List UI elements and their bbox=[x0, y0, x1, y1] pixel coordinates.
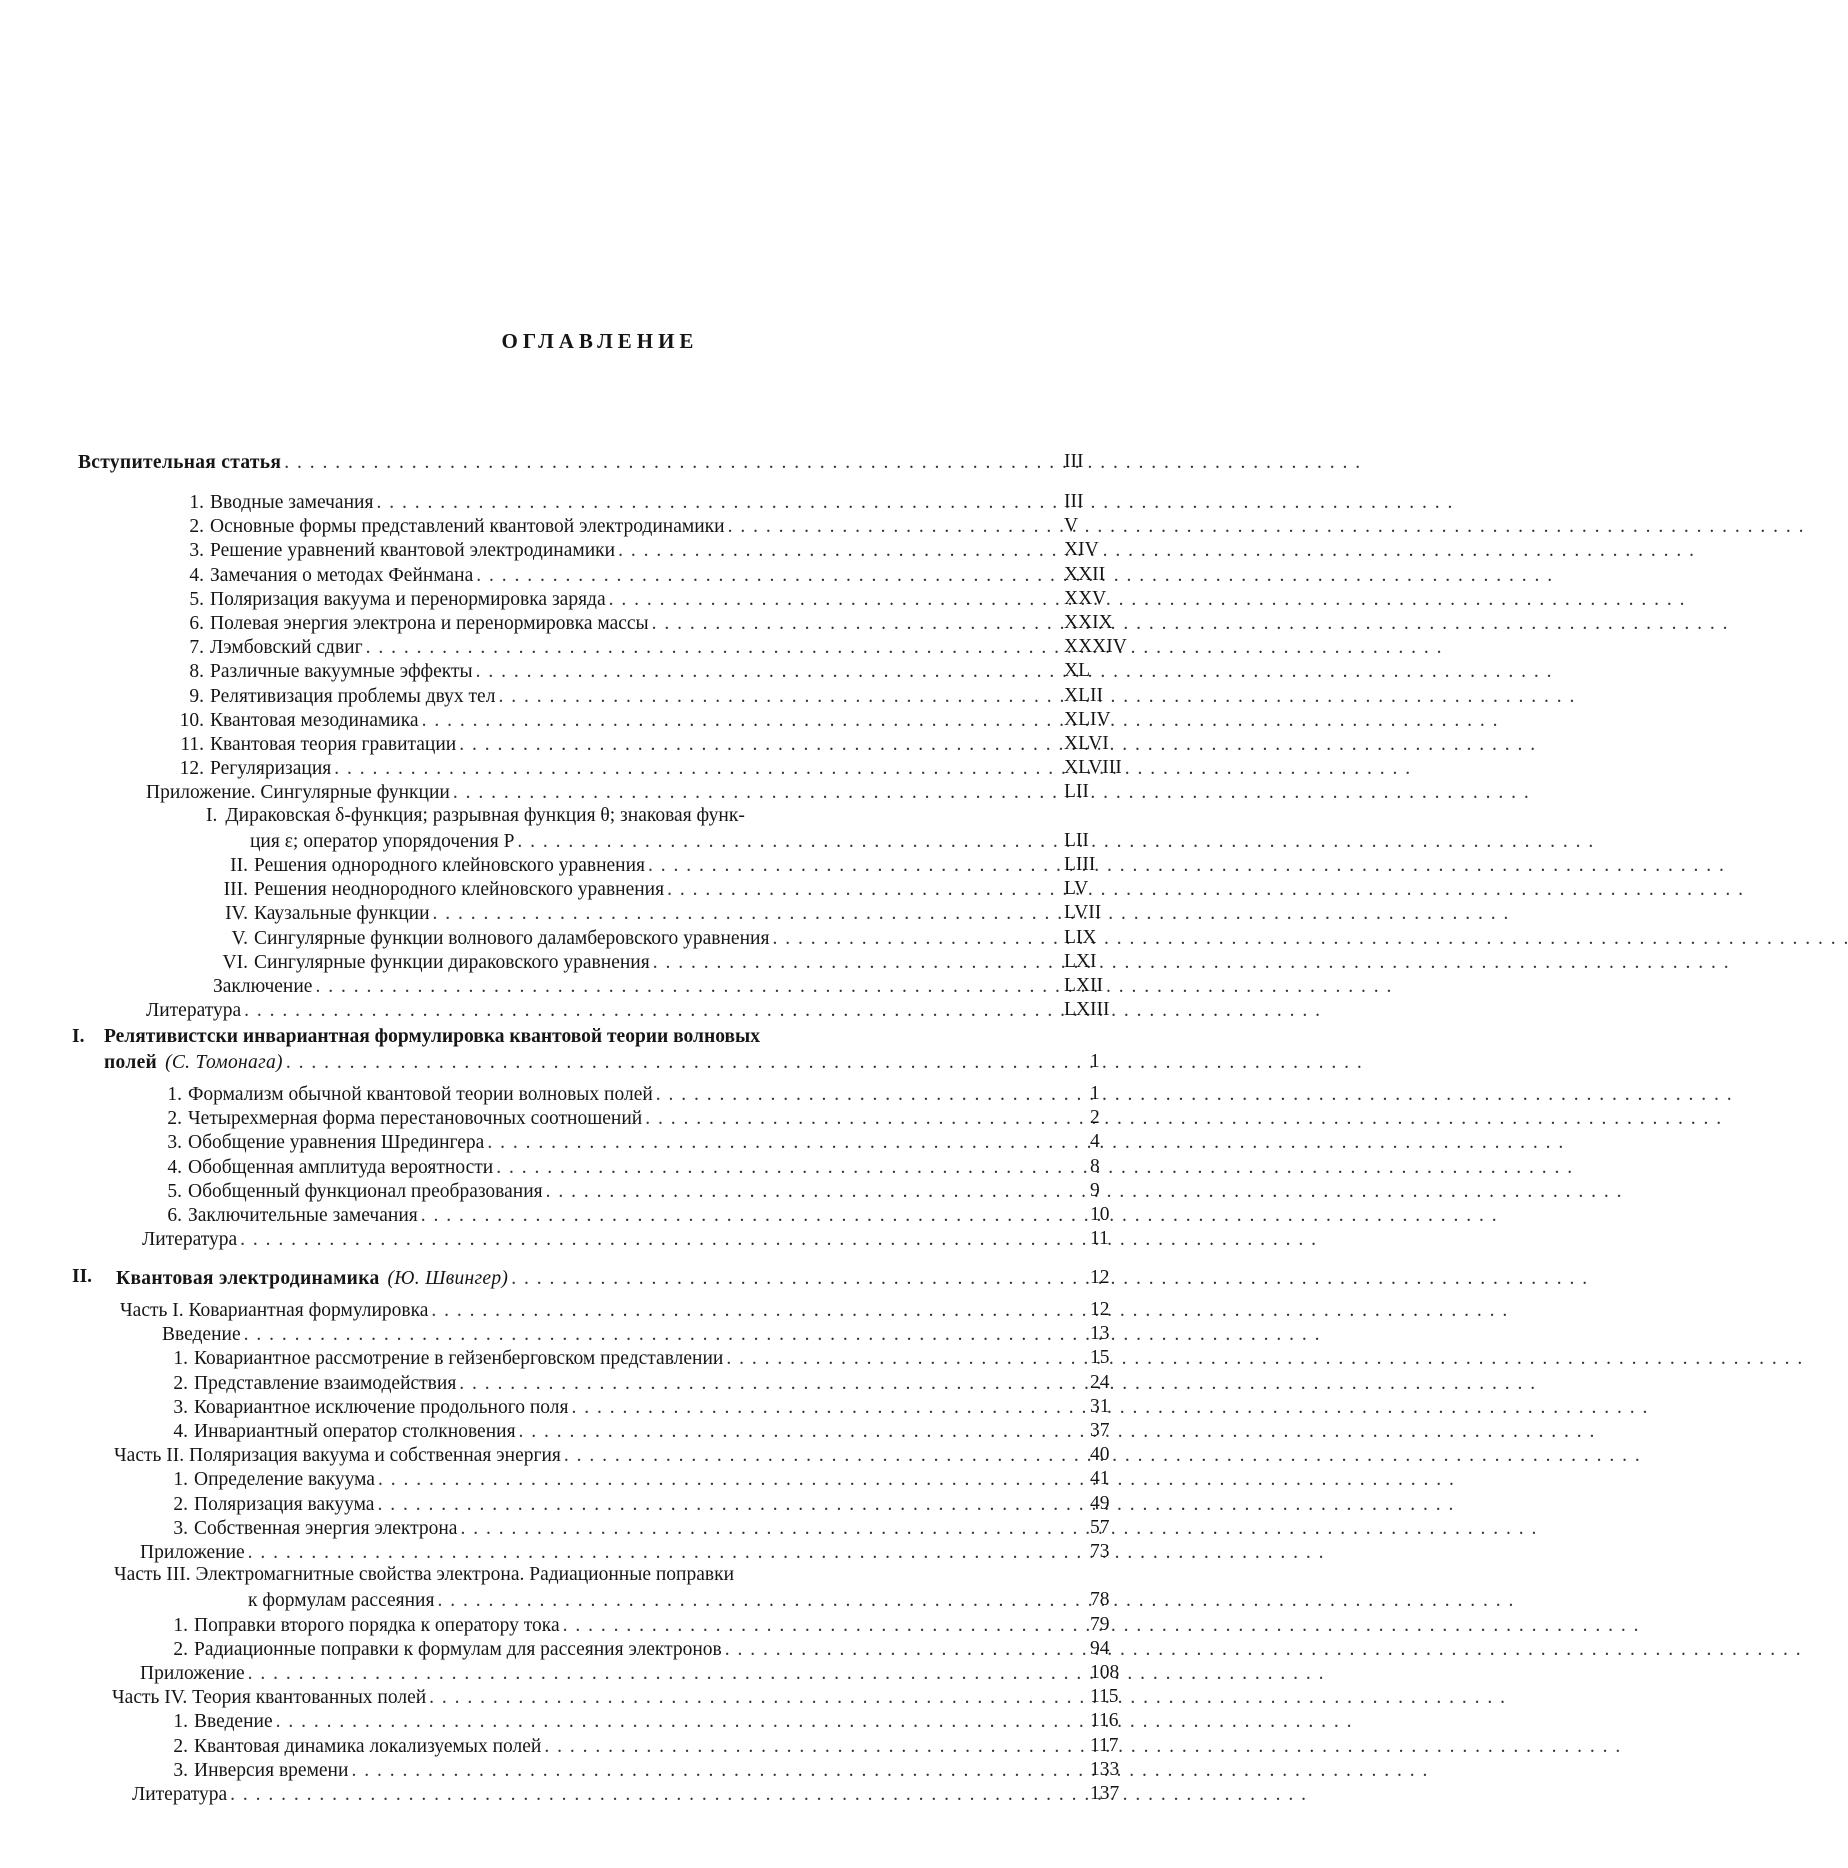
leader-dots bbox=[366, 637, 1052, 659]
page-number: LXI bbox=[1064, 950, 1097, 972]
entry-title: Литература bbox=[132, 1784, 228, 1805]
entry-number: V. bbox=[231, 927, 248, 949]
page-number: LIII bbox=[1064, 854, 1096, 875]
entry-number: IV. bbox=[225, 903, 248, 925]
leader-dots bbox=[652, 613, 1052, 635]
toc-entry[interactable] bbox=[152, 1179, 1052, 1203]
page-number: XLII bbox=[1064, 684, 1103, 706]
conclusion-entry[interactable] bbox=[213, 974, 1052, 998]
entry-title-continuation: Часть III. Электромагнитные свойства электрона. Радиационные поправки bbox=[114, 1564, 735, 1586]
appendix-entry[interactable] bbox=[140, 1540, 1052, 1564]
toc-entry[interactable] bbox=[160, 1613, 1052, 1637]
entry-title: Обобщенный функционал преобразования bbox=[188, 1180, 543, 1202]
entry-title: Решения неоднородного клейновского уравнения bbox=[254, 879, 665, 901]
toc-entry[interactable] bbox=[160, 1637, 1052, 1661]
entry-title: Собственная энергия электрона bbox=[194, 1517, 458, 1539]
leader-dots bbox=[772, 928, 1052, 950]
entry-number: 4. bbox=[173, 1421, 188, 1442]
entry-number: 6. bbox=[167, 1205, 182, 1226]
leader-dots bbox=[728, 516, 1052, 538]
entry-title: Часть II. Поляризация вакуума и собственная энергия bbox=[114, 1445, 561, 1467]
entry-title: Заключительные замечания bbox=[188, 1205, 418, 1226]
leader-dots bbox=[276, 1711, 1052, 1733]
leader-dots bbox=[519, 1421, 1052, 1443]
leader-dots bbox=[230, 1784, 1052, 1806]
leader-dots bbox=[645, 1108, 1052, 1130]
toc-entry[interactable] bbox=[162, 708, 1052, 732]
entry-title: Радиационные поправки к формулам для рассеяния электронов bbox=[194, 1638, 722, 1660]
page-number: 24 bbox=[1090, 1371, 1110, 1393]
toc-entry[interactable] bbox=[152, 1082, 1052, 1106]
appendix-item[interactable] bbox=[196, 877, 1052, 901]
entry-number: 8. bbox=[189, 661, 204, 683]
entry-title: Представление взаимодействия bbox=[194, 1372, 457, 1394]
entry-title: Введение bbox=[162, 1324, 241, 1346]
literature-entry[interactable] bbox=[132, 1782, 1052, 1806]
leader-dots bbox=[653, 952, 1052, 974]
page-number: III bbox=[1064, 491, 1084, 512]
toc-entry[interactable] bbox=[162, 514, 1052, 538]
entry-number: 2. bbox=[173, 1493, 188, 1515]
appendix-item-continuation[interactable] bbox=[250, 829, 1052, 853]
entry-title: Вступительная статья bbox=[78, 452, 282, 473]
entry-author: (Ю. Швингер) bbox=[387, 1268, 509, 1289]
toc-entry[interactable] bbox=[162, 538, 1052, 562]
entry-title: Часть IV. Теория квантованных полей bbox=[112, 1687, 427, 1709]
part-entry[interactable] bbox=[112, 1685, 1052, 1709]
entry-number: 1. bbox=[189, 492, 204, 513]
leader-dots bbox=[460, 1518, 1052, 1540]
entry-title: Ковариантное исключение продольного поля bbox=[194, 1396, 569, 1418]
page-number: LXII bbox=[1064, 975, 1103, 996]
section-heading-part1[interactable] bbox=[104, 1050, 1052, 1074]
leader-dots bbox=[422, 710, 1052, 732]
entry-number: 1. bbox=[173, 1469, 188, 1491]
toc-entry[interactable] bbox=[160, 1371, 1052, 1395]
page-number: 15 bbox=[1090, 1347, 1110, 1369]
leader-dots bbox=[648, 855, 1052, 877]
leader-dots bbox=[476, 661, 1052, 683]
intro-entry[interactable] bbox=[162, 1322, 1052, 1346]
page-number: XXXIV bbox=[1064, 636, 1127, 658]
leader-dots bbox=[498, 686, 1052, 708]
toc-entry[interactable] bbox=[160, 1492, 1052, 1516]
entry-title: Сингулярные функции дираковского уравнения bbox=[254, 951, 650, 973]
entry-title: Квантовая мезодинамика bbox=[210, 709, 419, 731]
appendix-item[interactable] bbox=[196, 926, 1052, 950]
page-number: V bbox=[1064, 515, 1079, 537]
page-number: 2 bbox=[1090, 1107, 1100, 1129]
page-number: XLIV bbox=[1064, 708, 1111, 730]
toc-entry[interactable] bbox=[162, 684, 1052, 708]
entry-number: III. bbox=[223, 879, 248, 901]
entry-title: Литература bbox=[142, 1229, 238, 1251]
page-number: LV bbox=[1064, 878, 1089, 900]
entry-number: 1. bbox=[173, 1348, 188, 1370]
section-heading-part2[interactable] bbox=[116, 1266, 1052, 1290]
leader-dots bbox=[618, 540, 1052, 562]
toc-entry[interactable] bbox=[152, 1106, 1052, 1130]
entry-title: Квантовая динамика локализуемых полей bbox=[194, 1735, 542, 1757]
entry-title: к формулам рассеяния bbox=[248, 1590, 435, 1612]
entry-title: Вводные замечания bbox=[210, 492, 374, 513]
page-number: LIX bbox=[1064, 926, 1097, 948]
entry-number: 3. bbox=[173, 1396, 188, 1418]
page-number: 73 bbox=[1090, 1541, 1110, 1562]
entry-title: Основные формы представлений квантовой электродинамики bbox=[210, 516, 725, 538]
leader-dots bbox=[315, 976, 1052, 998]
entry-title: Замечания о методах Фейнмана bbox=[210, 564, 474, 586]
page-number: 31 bbox=[1090, 1395, 1110, 1417]
entry-number: 4. bbox=[167, 1156, 182, 1178]
entry-title: Каузальные функции bbox=[254, 903, 430, 925]
toc-entry[interactable] bbox=[162, 635, 1052, 659]
toc-entry[interactable] bbox=[160, 1734, 1052, 1758]
leader-dots bbox=[244, 1324, 1052, 1346]
leader-dots bbox=[511, 1268, 1052, 1290]
page-number: 117 bbox=[1090, 1734, 1119, 1756]
entry-title: Ковариантное рассмотрение в гейзенберговском представлении bbox=[194, 1348, 724, 1370]
entry-title: Квантовая теория гравитации bbox=[210, 734, 457, 755]
leader-dots bbox=[334, 758, 1052, 780]
page-number: 4 bbox=[1090, 1131, 1100, 1153]
toc-entry[interactable] bbox=[162, 563, 1052, 587]
entry-title: Решения однородного клейновского уравнения bbox=[254, 855, 645, 876]
page-number: 137 bbox=[1090, 1783, 1120, 1804]
leader-dots bbox=[284, 452, 1052, 474]
leader-dots bbox=[459, 734, 1052, 756]
page-number: 78 bbox=[1090, 1589, 1110, 1611]
page-number: 79 bbox=[1090, 1613, 1110, 1635]
page-number: 108 bbox=[1090, 1662, 1120, 1683]
leader-dots bbox=[376, 492, 1052, 514]
page-number: 12 bbox=[1090, 1267, 1110, 1288]
page-number: LII bbox=[1064, 829, 1089, 851]
toc-entry[interactable] bbox=[160, 1346, 1052, 1370]
entry-title: Сингулярные функции волнового даламберовского уравнения bbox=[254, 927, 770, 949]
page-number: 1 bbox=[1090, 1051, 1100, 1072]
entry-title: Релятивизация проблемы двух тел bbox=[210, 685, 496, 707]
leader-dots bbox=[564, 1445, 1052, 1467]
entry-number: 3. bbox=[167, 1132, 182, 1154]
page-number: 40 bbox=[1090, 1444, 1110, 1466]
page-number: 57 bbox=[1090, 1516, 1110, 1538]
page-number: 9 bbox=[1090, 1179, 1100, 1201]
entry-number: 11. bbox=[180, 734, 204, 755]
entry-number: I. bbox=[206, 804, 218, 826]
leader-dots bbox=[476, 565, 1052, 587]
entry-title: Инверсия времени bbox=[194, 1759, 349, 1781]
entry-number: 12. bbox=[179, 758, 204, 780]
page-number: III bbox=[1064, 451, 1084, 472]
entry-title: Определение вакуума bbox=[194, 1469, 375, 1491]
entry-title: Приложение. Сингулярные функции bbox=[146, 782, 450, 804]
entry-number: 1. bbox=[173, 1614, 188, 1636]
part-entry-continuation[interactable] bbox=[248, 1588, 1052, 1612]
entry-title: Формализм обычной квантовой теории волновых полей bbox=[188, 1084, 653, 1105]
entry-number: 3. bbox=[189, 540, 204, 562]
entry-title: Поляризация вакуума bbox=[194, 1493, 375, 1515]
entry-title: Литература bbox=[146, 1000, 242, 1022]
entry-number: 1. bbox=[167, 1084, 182, 1105]
leader-dots bbox=[667, 879, 1052, 901]
entry-title-continuation: Релятивистски инвариантная формулировка квантовой теории волновых bbox=[104, 1026, 760, 1047]
entry-title: ция ε; оператор упорядочения P bbox=[250, 830, 515, 852]
appendix-entry[interactable] bbox=[146, 780, 1052, 804]
page-number: 115 bbox=[1090, 1686, 1119, 1708]
appendix-item[interactable] bbox=[206, 805, 745, 829]
page-number: 41 bbox=[1090, 1468, 1110, 1490]
entry-title: Различные вакуумные эффекты bbox=[210, 661, 473, 683]
page-number: XLVIII bbox=[1064, 757, 1122, 779]
leader-dots bbox=[572, 1397, 1053, 1419]
toc-entry[interactable] bbox=[152, 1203, 1052, 1227]
page-number: 10 bbox=[1090, 1204, 1110, 1225]
toc-entry[interactable] bbox=[160, 1467, 1052, 1491]
entry-title-continuation: I. bbox=[72, 1026, 85, 1047]
toc-entry[interactable] bbox=[152, 1130, 1052, 1154]
page-number: LXIII bbox=[1064, 999, 1110, 1021]
entry-number: 5. bbox=[189, 588, 204, 610]
entry-number: II. bbox=[230, 855, 248, 876]
entry-number: 2. bbox=[173, 1372, 188, 1394]
entry-title: Приложение bbox=[140, 1542, 245, 1563]
entry-title: Часть I. Ковариантная формулировка bbox=[120, 1300, 429, 1321]
toc-entry[interactable] bbox=[152, 1155, 1052, 1179]
entry-number: 2. bbox=[189, 516, 204, 538]
entry-number: 7. bbox=[189, 637, 204, 659]
entry-number: 2. bbox=[173, 1638, 188, 1660]
leader-dots bbox=[248, 1542, 1052, 1564]
leader-dots bbox=[726, 1348, 1052, 1370]
leader-dots bbox=[517, 831, 1052, 853]
entry-title: Заключение bbox=[213, 976, 313, 997]
entry-title: Регуляризация bbox=[210, 758, 332, 780]
toc-entry[interactable] bbox=[162, 756, 1052, 780]
toc-entry[interactable] bbox=[160, 1419, 1052, 1443]
page-number: 11 bbox=[1090, 1228, 1109, 1250]
entry-title: Обобщенная амплитуда вероятности bbox=[188, 1156, 494, 1178]
toc-entry[interactable] bbox=[162, 611, 1052, 635]
entry-title: Квантовая электродинамика bbox=[116, 1268, 380, 1289]
leader-dots bbox=[544, 1736, 1052, 1758]
page-number: XLVI bbox=[1064, 733, 1109, 754]
page-number: LVII bbox=[1064, 902, 1102, 924]
entry-author: (С. Томонага) bbox=[165, 1052, 283, 1073]
part-entry[interactable] bbox=[120, 1298, 1052, 1322]
leader-dots bbox=[563, 1615, 1052, 1637]
page-number: 37 bbox=[1090, 1420, 1110, 1441]
toc-entry[interactable] bbox=[162, 732, 1052, 756]
appendix-item[interactable] bbox=[196, 853, 1052, 877]
leader-dots bbox=[453, 782, 1052, 804]
entry-title: Обобщение уравнения Шредингера bbox=[188, 1132, 485, 1154]
entry-number: 2. bbox=[167, 1108, 182, 1130]
leader-dots bbox=[429, 1687, 1052, 1709]
page-number: 8 bbox=[1090, 1155, 1100, 1177]
page-number: 13 bbox=[1090, 1323, 1110, 1345]
leader-dots bbox=[546, 1181, 1052, 1203]
leader-dots bbox=[433, 903, 1053, 925]
leader-dots bbox=[437, 1590, 1052, 1612]
toc-entry[interactable] bbox=[160, 1709, 1052, 1733]
leader-dots bbox=[725, 1639, 1052, 1661]
leader-dots bbox=[377, 1494, 1052, 1516]
entry-title: Четырехмерная форма перестановочных соотношений bbox=[188, 1108, 643, 1130]
entry-number: 6. bbox=[189, 613, 204, 634]
entry-number: 9. bbox=[189, 685, 204, 707]
page-number: XL bbox=[1064, 660, 1090, 682]
entry-title: Решение уравнений квантовой электродинамики bbox=[210, 540, 616, 562]
entry-title: полей bbox=[104, 1052, 158, 1073]
page-number: 94 bbox=[1090, 1637, 1110, 1659]
entry-number: VI. bbox=[222, 951, 248, 973]
page-number: 12 bbox=[1090, 1299, 1110, 1320]
entry-title: Лэмбовский сдвиг bbox=[210, 637, 363, 659]
entry-title: Введение bbox=[194, 1711, 273, 1733]
entry-title: Инвариантный оператор столкновения bbox=[194, 1421, 516, 1442]
literature-entry[interactable] bbox=[146, 998, 1052, 1022]
leader-dots bbox=[248, 1663, 1052, 1685]
toc-entry[interactable] bbox=[160, 1395, 1052, 1419]
page-number: 116 bbox=[1090, 1710, 1119, 1732]
page-number: XXIX bbox=[1064, 612, 1113, 633]
leader-dots bbox=[487, 1132, 1052, 1154]
page-number: XIV bbox=[1064, 539, 1099, 561]
page-number: 133 bbox=[1090, 1758, 1120, 1780]
entry-number: 5. bbox=[167, 1180, 182, 1202]
entry-title-continuation: II. bbox=[72, 1266, 93, 1287]
page-number: 1 bbox=[1090, 1083, 1100, 1104]
leader-dots bbox=[609, 589, 1052, 611]
toc-entry[interactable] bbox=[162, 659, 1052, 683]
literature-entry[interactable] bbox=[142, 1227, 1052, 1251]
section-heading-intro[interactable] bbox=[78, 450, 1052, 474]
page-number: XXII bbox=[1064, 563, 1106, 585]
appendix-item[interactable] bbox=[196, 901, 1052, 925]
leader-dots bbox=[421, 1205, 1052, 1227]
page-number: 49 bbox=[1090, 1492, 1110, 1514]
entry-title: Поправки второго порядка к оператору тока bbox=[194, 1614, 560, 1636]
toc-entry[interactable] bbox=[162, 490, 1052, 514]
entry-title: Приложение bbox=[140, 1663, 245, 1684]
page-number: LII bbox=[1064, 781, 1089, 803]
entry-number: 3. bbox=[173, 1759, 188, 1781]
entry-number: 3. bbox=[173, 1517, 188, 1539]
leader-dots bbox=[656, 1084, 1052, 1106]
leader-dots bbox=[431, 1300, 1052, 1322]
page-title: ОГЛАВЛЕНИЕ bbox=[501, 329, 699, 353]
leader-dots bbox=[240, 1229, 1052, 1251]
entry-title: Полевая энергия электрона и перенормировка массы bbox=[210, 613, 649, 634]
entry-number: 10. bbox=[179, 709, 204, 731]
toc-entry[interactable] bbox=[160, 1758, 1052, 1782]
page-number: XXV bbox=[1064, 587, 1107, 609]
leader-dots bbox=[351, 1760, 1052, 1782]
leader-dots bbox=[459, 1373, 1052, 1395]
appendix-entry[interactable] bbox=[140, 1661, 1052, 1685]
leader-dots bbox=[496, 1157, 1052, 1179]
entry-number: 4. bbox=[189, 564, 204, 586]
leader-dots bbox=[286, 1052, 1052, 1074]
toc-entry[interactable] bbox=[162, 587, 1052, 611]
toc-entry[interactable] bbox=[160, 1516, 1052, 1540]
part-entry[interactable] bbox=[114, 1443, 1052, 1467]
entry-number: 2. bbox=[173, 1735, 188, 1757]
entry-title: Поляризация вакуума и перенормировка заряда bbox=[210, 588, 606, 610]
entry-number: 1. bbox=[173, 1711, 188, 1733]
leader-dots bbox=[244, 1000, 1052, 1022]
leader-dots bbox=[378, 1469, 1052, 1491]
appendix-item[interactable] bbox=[196, 950, 1052, 974]
entry-title: Дираковская δ-функция; разрывная функция θ; знаковая функ- bbox=[225, 804, 745, 826]
